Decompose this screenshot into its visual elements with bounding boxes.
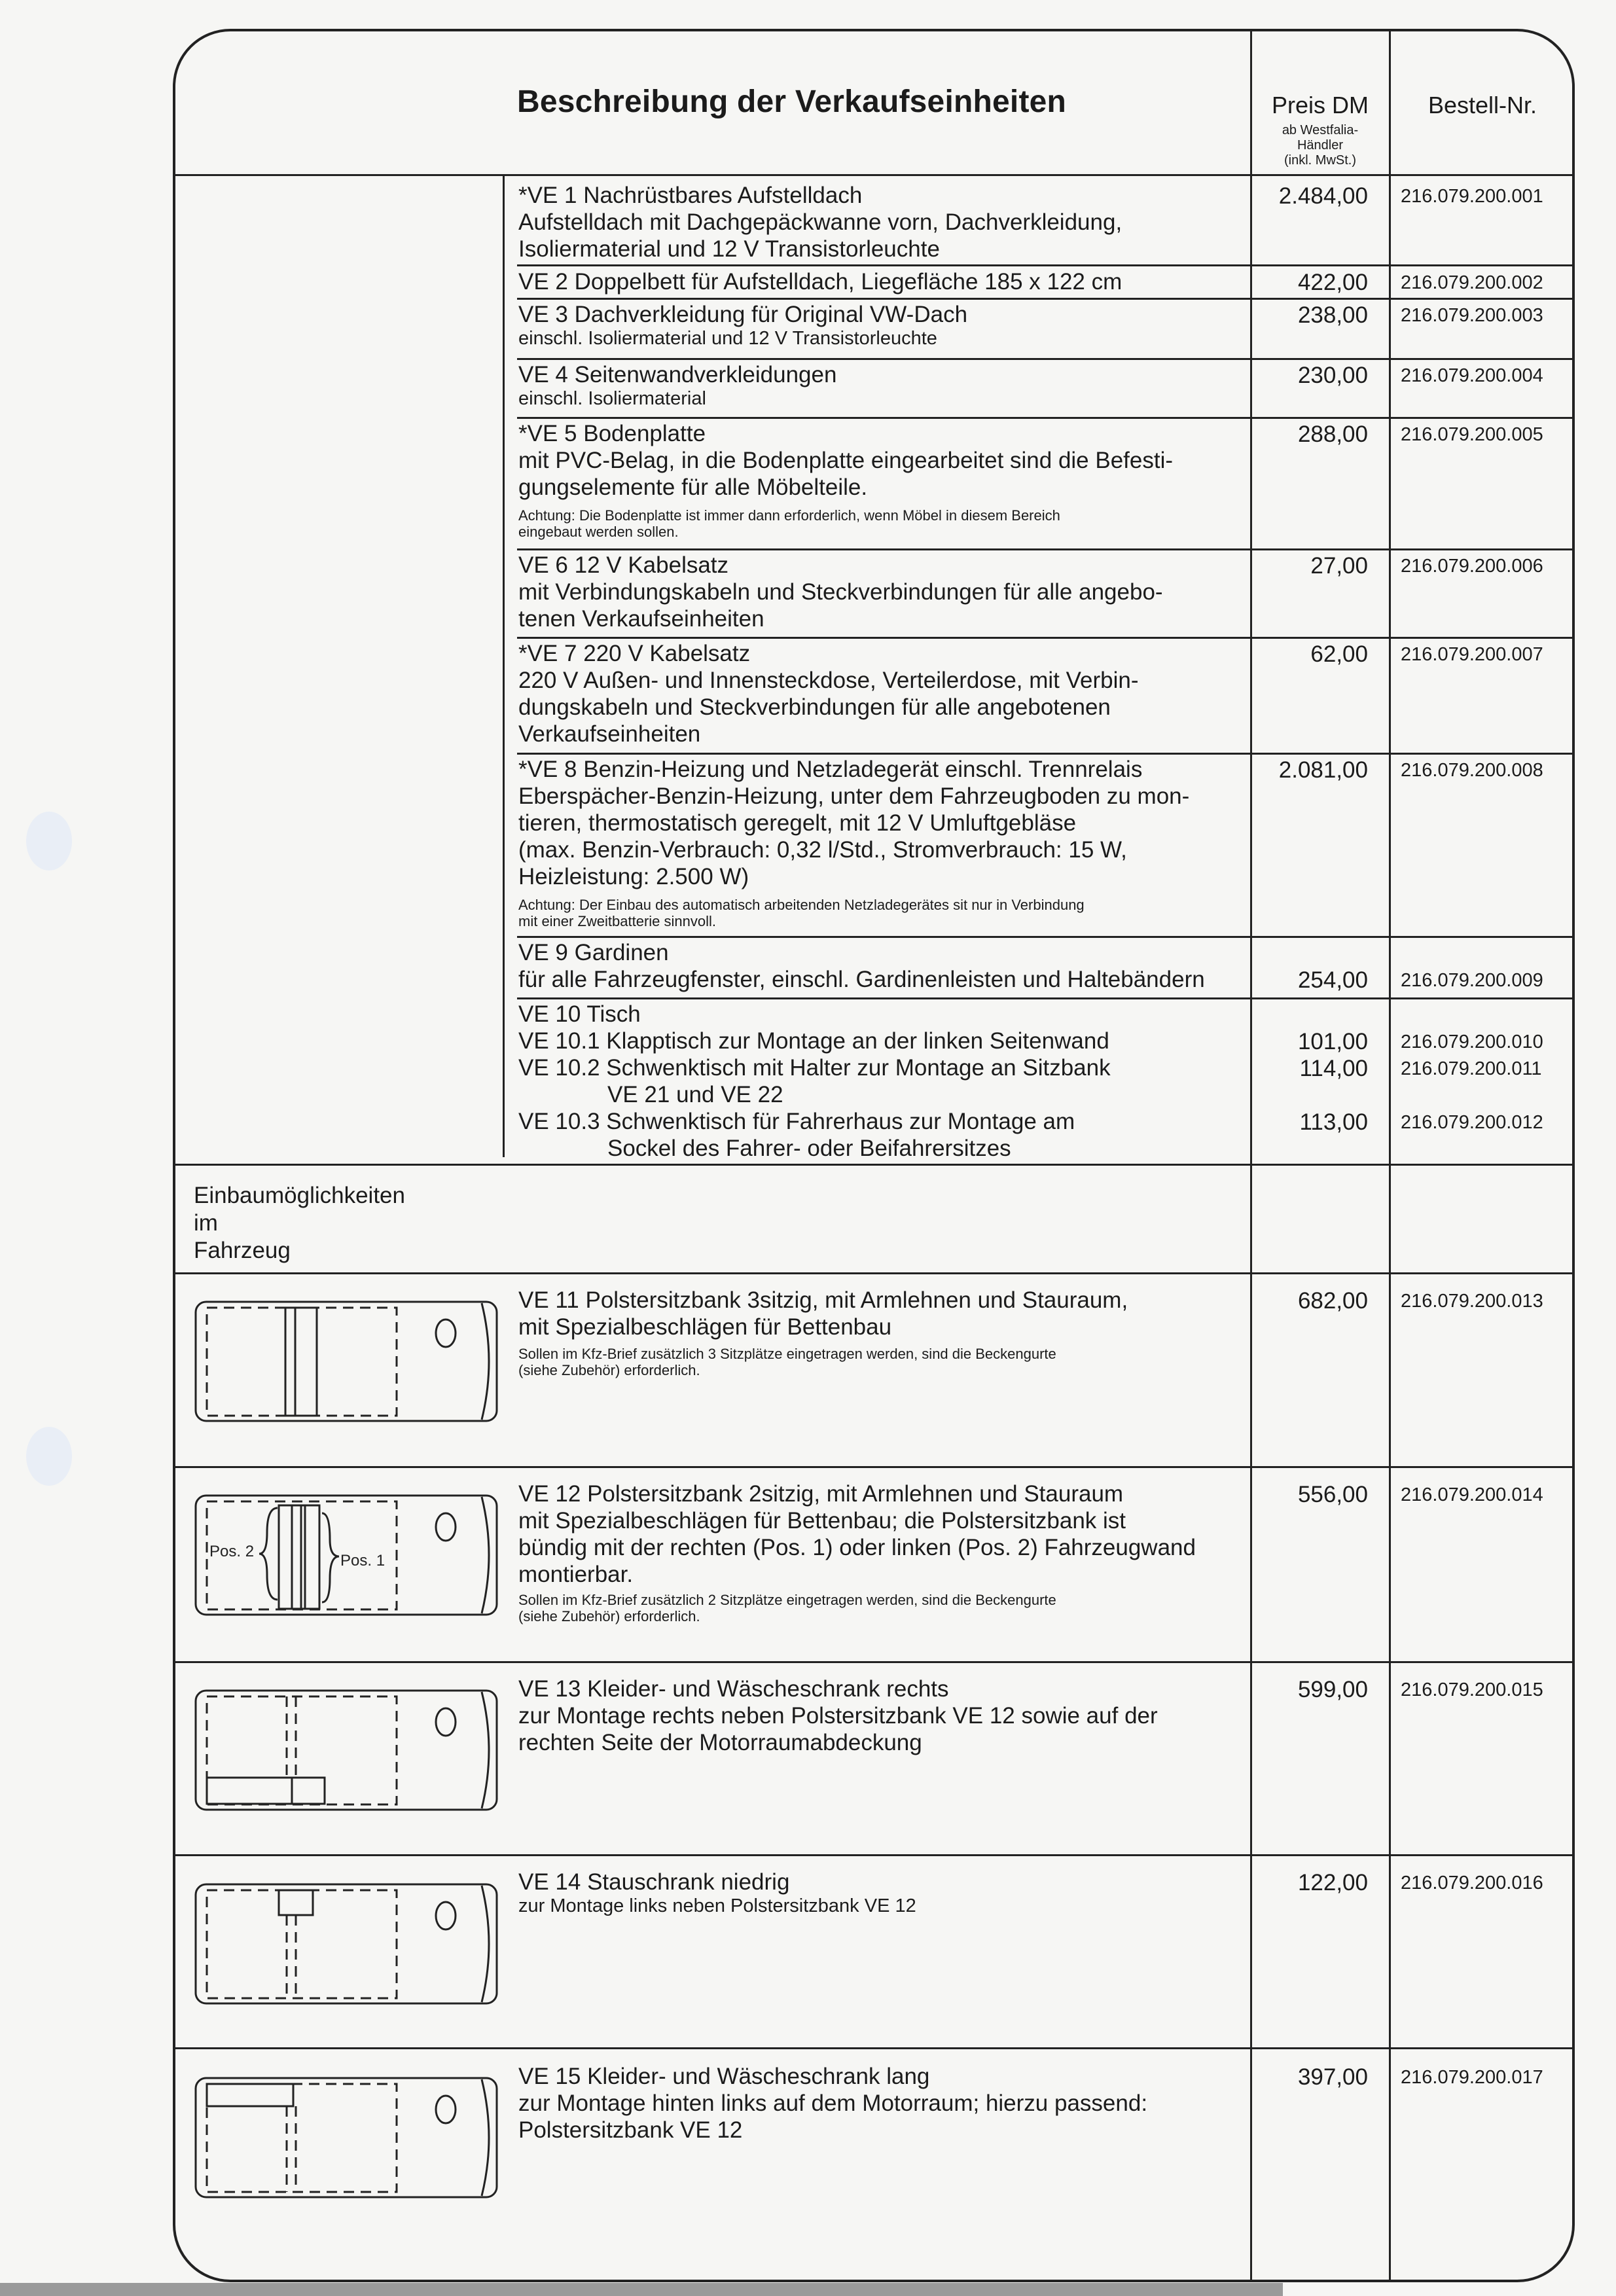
vehicle-diagram-ve12 — [194, 1494, 503, 1622]
page-title: Beschreibung der Verkaufseinheiten — [517, 84, 1067, 119]
item-ve11-price: 682,00 — [1297, 1288, 1368, 1314]
item-ve2-description: VE 2 Doppelbett für Aufstelldach, Liegefläche 185 x 122 cm — [518, 269, 1122, 295]
item-ve5-description: *VE 5 Bodenplatte mit PVC-Belag, in die Bodenplatte eingearbeitet sind die Befesti- gungselemente für alle Möbelteile. Achtung: Die Bodenplatte ist immer dann erforderlich, wenn Möbel in diesem Bereich eingebaut werden sollen. — [518, 421, 1174, 540]
row-divider — [517, 358, 1572, 360]
item-ve15-order-number: 216.079.200.017 — [1401, 2067, 1543, 2088]
item-ve6-price: 27,00 — [1310, 553, 1368, 579]
item-ve12-order-number: 216.079.200.014 — [1401, 1484, 1543, 1505]
item-ve12-price: 556,00 — [1297, 1482, 1368, 1507]
item-ve4-order-number: 216.079.200.004 — [1401, 365, 1543, 386]
vehicle-diagram-ve13 — [194, 1689, 503, 1817]
item-ve12-description: VE 12 Polstersitzbank 2sitzig, mit Armlehnen und Stauraum mit Spezialbeschlägen für Bettenbau; die Polstersitzbank ist bündig mit der rechten (Pos. 1) oder linken (Pos. 2) Fahrzeugwand montierbar. Sollen im Kfz-Brief zusätzlich 2 Sitzplätze eingetragen werden, sind die Beckengurte (siehe Zubehör) erforderlich. — [518, 1481, 1196, 1624]
item-ve3-order-number: 216.079.200.003 — [1401, 305, 1543, 326]
item-ve9-description: VE 9 Gardinen für alle Fahrzeugfenster, einschl. Gardinenleisten und Haltebändern — [518, 940, 1205, 992]
scan-edge-strip — [0, 2283, 1283, 2296]
item-ve1-order-number: 216.079.200.001 — [1401, 186, 1543, 207]
row-divider — [517, 548, 1572, 550]
item-ve3-price: 238,00 — [1297, 302, 1368, 328]
row-divider — [517, 264, 1572, 266]
vehicle-diagram-ve11 — [194, 1300, 503, 1428]
punch-hole — [26, 1427, 72, 1486]
item-ve10-3-order-number: 216.079.200.012 — [1401, 1112, 1543, 1133]
item-ve6-description: VE 6 12 V Kabelsatz mit Verbindungskabeln und Steckverbindungen für alle angebo- tenen Verkaufseinheiten — [518, 552, 1163, 632]
row-divider — [517, 637, 1572, 639]
item-ve14-description: VE 14 Stauschrank niedrig zur Montage links neben Polstersitzbank VE 12 — [518, 1869, 916, 1916]
column-divider-description — [503, 175, 505, 1157]
price-column-subheader: ab Westfalia- Händler (inkl. MwSt.) — [1282, 123, 1359, 168]
row-divider — [517, 936, 1572, 938]
position-2-label: Pos. 2 — [209, 1543, 255, 1560]
item-ve10-1-order-number: 216.079.200.010 — [1401, 1031, 1543, 1052]
section-divider — [175, 1272, 1572, 1274]
item-ve2-price: 422,00 — [1297, 270, 1368, 295]
punch-hole — [26, 812, 72, 870]
section-divider — [175, 1466, 1572, 1468]
position-1-label: Pos. 1 — [340, 1552, 386, 1570]
item-ve7-order-number: 216.079.200.007 — [1401, 644, 1543, 665]
vehicle-diagram-ve15 — [194, 2076, 503, 2204]
order-number-column-header: Bestell-Nr. — [1427, 92, 1537, 118]
item-ve15-description: VE 15 Kleider- und Wäscheschrank lang zur Montage hinten links auf dem Motorraum; hierzu passend: Polstersitzbank VE 12 — [518, 2064, 1148, 2143]
item-ve2-order-number: 216.079.200.002 — [1401, 272, 1543, 293]
vehicle-diagram-ve14 — [194, 1882, 503, 2011]
row-divider — [517, 298, 1572, 300]
item-ve1-price: 2.484,00 — [1278, 183, 1368, 209]
section-divider — [175, 2047, 1572, 2049]
item-ve9-price: 254,00 — [1297, 967, 1368, 993]
item-ve8-price: 2.081,00 — [1278, 757, 1368, 783]
section-divider — [175, 1164, 1572, 1166]
item-ve10-2-order-number: 216.079.200.011 — [1401, 1058, 1542, 1079]
item-ve8-description: *VE 8 Benzin-Heizung und Netzladegerät einschl. Trennrelais Eberspächer-Benzin-Heizung, unter dem Fahrzeugboden zu mon- tieren, thermostatisch geregelt, mit 12 V Umluftgebläse (max. Benzin-Verbrauch: 0,32 l/Std., Stromverbrauch: 15 W, Heizleistung: 2.500 W) Achtung: Der Einbau des automatisch arbeitenden Netzladegerätes sit nur in Verbindung mit einer Zweitbatterie sinnvoll. — [518, 757, 1190, 929]
installation-options-label: Einbaumöglichkeiten im Fahrzeug — [194, 1183, 405, 1263]
item-ve15-price: 397,00 — [1297, 2064, 1368, 2090]
row-divider — [517, 753, 1572, 755]
item-ve11-order-number: 216.079.200.013 — [1401, 1291, 1543, 1312]
column-divider-order — [1389, 29, 1391, 2282]
item-ve1-description: *VE 1 Nachrüstbares Aufstelldach Aufstelldach mit Dachgepäckwanne vorn, Dachverkleidung, Isoliermaterial und 12 V Transistorleuchte — [518, 183, 1122, 262]
item-ve13-order-number: 216.079.200.015 — [1401, 1679, 1543, 1700]
section-divider — [175, 1661, 1572, 1663]
item-ve14-order-number: 216.079.200.016 — [1401, 1873, 1543, 1893]
header-divider — [175, 174, 1572, 176]
item-ve5-order-number: 216.079.200.005 — [1401, 424, 1543, 445]
item-ve11-description: VE 11 Polstersitzbank 3sitzig, mit Armlehnen und Stauraum, mit Spezialbeschlägen für Bettenbau Sollen im Kfz-Brief zusätzlich 3 Sitzplätze eingetragen werden, sind die Beckengurte (siehe Zubehör) erforderlich. — [518, 1287, 1128, 1378]
item-ve6-order-number: 216.079.200.006 — [1401, 556, 1543, 577]
item-ve5-price: 288,00 — [1297, 422, 1368, 447]
item-ve10-description: VE 10 Tisch VE 10.1 Klapptisch zur Montage an der linken Seitenwand VE 10.2 Schwenktisch mit Halter zur Montage an Sitzbank VE 21 und VE 22 VE 10.3 Schwenktisch für Fahrerhaus zur Montage am Sockel des Fahrer- oder Beifahrersitzes — [518, 1001, 1111, 1161]
item-ve9-order-number: 216.079.200.009 — [1401, 970, 1543, 991]
row-divider — [517, 997, 1572, 999]
price-column-header: Preis DM — [1271, 92, 1369, 118]
item-ve7-price: 62,00 — [1310, 641, 1368, 667]
item-ve13-description: VE 13 Kleider- und Wäscheschrank rechts zur Montage rechts neben Polstersitzbank VE 12 sowie auf der rechten Seite der Motorraumabdeckung — [518, 1676, 1158, 1755]
column-divider-price — [1250, 29, 1252, 2282]
item-ve7-description: *VE 7 220 V Kabelsatz 220 V Außen- und Innensteckdose, Verteilerdose, mit Verbin- dungskabeln und Steckverbindungen für alle angebotenen Verkaufseinheiten — [518, 641, 1139, 747]
item-ve13-price: 599,00 — [1297, 1677, 1368, 1702]
item-ve10-2-price: 114,00 — [1299, 1056, 1368, 1081]
item-ve10-1-price: 101,00 — [1297, 1029, 1368, 1054]
item-ve4-description: VE 4 Seitenwandverkleidungen einschl. Isoliermaterial — [518, 362, 837, 409]
item-ve10-3-price: 113,00 — [1299, 1109, 1368, 1135]
section-divider — [175, 1854, 1572, 1856]
item-ve8-order-number: 216.079.200.008 — [1401, 760, 1543, 781]
item-ve4-price: 230,00 — [1297, 363, 1368, 388]
item-ve3-description: VE 3 Dachverkleidung für Original VW-Dach einschl. Isoliermaterial und 12 V Transistorleuchte — [518, 302, 968, 349]
item-ve14-price: 122,00 — [1297, 1870, 1368, 1895]
row-divider — [517, 417, 1572, 419]
